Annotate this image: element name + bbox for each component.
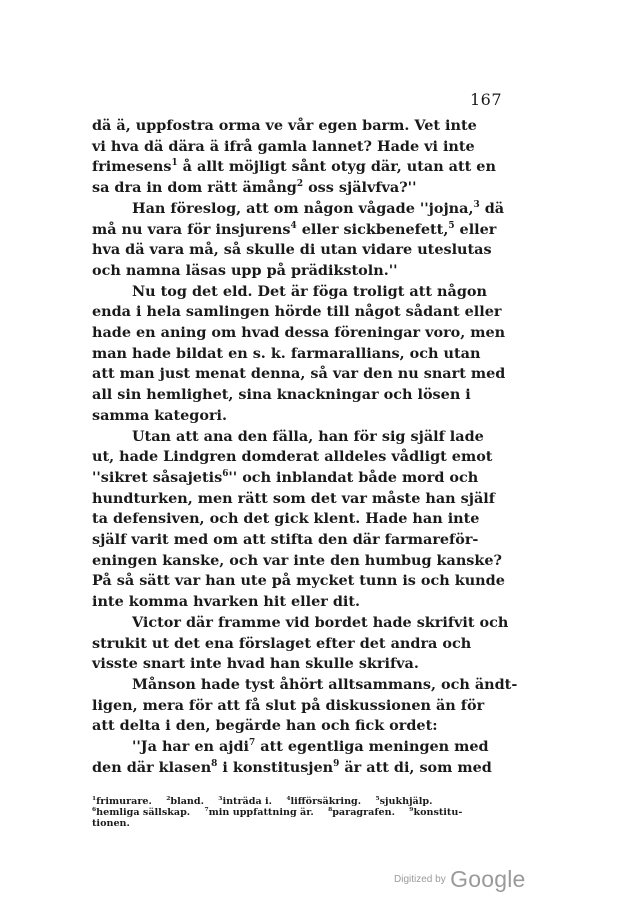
text-line: strukit ut det ena förslaget efter det andra och bbox=[92, 634, 472, 652]
text-line: hva dä vara må, så skulle di utan vidare uteslutas bbox=[92, 241, 492, 259]
text-line: ta defensiven, och det gick klent. Hade han inte bbox=[92, 510, 480, 528]
footnote-text: inträda i. bbox=[222, 796, 273, 807]
text-line: På så sätt var han ute på mycket tunn is och kunde bbox=[92, 572, 505, 590]
text-line: ''Ja har en ajdi$^7$ att egentliga meningen med bbox=[132, 738, 489, 756]
footnote-number: 1 bbox=[92, 794, 97, 802]
text-line: Nu tog det eld. Det är föga troligt att någon bbox=[132, 282, 487, 300]
footnote-text: frimurare. bbox=[96, 796, 152, 807]
text-line: Victor där framme vid bordet hade skrifvit och bbox=[132, 613, 509, 631]
footnote-number: 4 bbox=[286, 794, 291, 802]
watermark-prefix: Digitized by bbox=[394, 874, 446, 885]
footnote-marker: 3 bbox=[473, 200, 480, 211]
text-line: ligen, mera för att få slut på diskussionen än för bbox=[92, 696, 485, 714]
footnote bbox=[92, 796, 152, 807]
footnote-number: 9 bbox=[409, 806, 414, 814]
text-line: visste snart inte hvad han skulle skrifva. bbox=[92, 655, 419, 673]
footnote-row bbox=[92, 796, 516, 807]
text-line: Månson hade tyst åhört alltsammans, och ändt- bbox=[132, 675, 518, 693]
footnote-row bbox=[92, 807, 516, 818]
text-line: Utan att ana den fälla, han för sig själf lade bbox=[132, 427, 484, 445]
text-line: dä ä, uppfostra orma ve vår egen barm. Vet inte bbox=[92, 117, 477, 134]
text-line: inte komma hvarken hit eller dit. bbox=[92, 593, 361, 611]
footnote bbox=[328, 807, 395, 818]
footnote-number: 8 bbox=[328, 806, 333, 814]
footnote-text: lifförsäkring. bbox=[290, 796, 362, 807]
footnote-marker: 1 bbox=[171, 158, 178, 169]
footnote-marker: 8 bbox=[211, 759, 218, 769]
text-line: ut, hade Lindgren domderat alldeles vådligt emot bbox=[92, 448, 493, 466]
footnote-text: paragrafen. bbox=[332, 807, 395, 819]
footnote bbox=[92, 807, 190, 818]
text-line: den där klasen$^8$ i konstitusjen$^9$ är att di, som med bbox=[92, 758, 492, 776]
footnote bbox=[409, 807, 462, 818]
footnote-number: 6 bbox=[92, 806, 97, 814]
text-line: Han föreslog, att om någon vågade ''jojna,$^3$ dä bbox=[132, 199, 505, 217]
footnote-text: konstitu- bbox=[413, 807, 463, 819]
footnote-number: 3 bbox=[218, 794, 223, 802]
text-line: att man just menat denna, så var den nu snart med bbox=[92, 365, 506, 383]
footnote-marker: 7 bbox=[249, 738, 256, 749]
text-line: frimesens$^1$ å allt möjligt sånt otyg där, utan att en bbox=[92, 158, 496, 176]
text-line: all sin hemlighet, sina knackningar och lösen i bbox=[92, 386, 471, 404]
text-line: att delta i den, begärde han och fick ordet: bbox=[92, 717, 438, 735]
footnote-marker: 4 bbox=[290, 220, 297, 231]
text-line: sa dra in dom rätt ämång$^2$ oss självfva?'' bbox=[92, 179, 417, 197]
page-number: 167 bbox=[470, 90, 503, 109]
footnote-text: bland. bbox=[170, 796, 204, 807]
footnote-number: 5 bbox=[375, 794, 380, 802]
footnote-marker: 9 bbox=[333, 759, 340, 769]
google-logo: Google bbox=[450, 866, 526, 892]
body-text bbox=[92, 116, 518, 779]
footnote-text: sjukhjälp. bbox=[379, 796, 433, 807]
text-line: hundturken, men rätt som det var måste han själf bbox=[92, 489, 495, 507]
text-line: man hade bildat en s. k. farmarallians, och utan bbox=[92, 344, 481, 362]
footnote-text: min uppfattning är. bbox=[208, 807, 314, 819]
text-line: ''sikret såsajetis$^6$'' och inblandat både mord och bbox=[92, 468, 479, 486]
footnote-number: 2 bbox=[166, 794, 171, 802]
footnote-text: hemliga sällskap. bbox=[96, 807, 191, 819]
text-line: samma kategori. bbox=[92, 406, 228, 424]
footnote bbox=[205, 807, 314, 818]
footnote-number: 7 bbox=[204, 806, 209, 814]
text-line: enda i hela samlingen hörde till något sådant eller bbox=[92, 303, 502, 321]
footnote-continuation: tionen. bbox=[92, 818, 130, 830]
footnote-marker: 6 bbox=[222, 469, 229, 480]
text-line: hade en aning om hvad dessa föreningar voro, men bbox=[92, 324, 506, 342]
footnote bbox=[286, 796, 361, 807]
text-line: och namna läsas upp på prädikstoln.'' bbox=[92, 261, 398, 279]
text-line: själf varit med om att stifta den där farmareför- bbox=[92, 531, 479, 549]
text-line: eningen kanske, och var inte den humbug kanske? bbox=[92, 551, 502, 569]
digitized-watermark bbox=[394, 866, 526, 893]
footnote bbox=[218, 796, 272, 807]
footnote-marker: 5 bbox=[448, 220, 455, 231]
footnote bbox=[375, 796, 432, 807]
text-line: vi hva dä dära ä ifrå gamla lannet? Hade vi inte bbox=[92, 137, 475, 155]
footnote bbox=[166, 796, 204, 807]
footnotes bbox=[92, 796, 516, 830]
footnote-marker: 2 bbox=[296, 179, 304, 190]
text-line: må nu vara för insjurens$^4$ eller sickbenefett,$^5$ eller bbox=[92, 220, 497, 238]
